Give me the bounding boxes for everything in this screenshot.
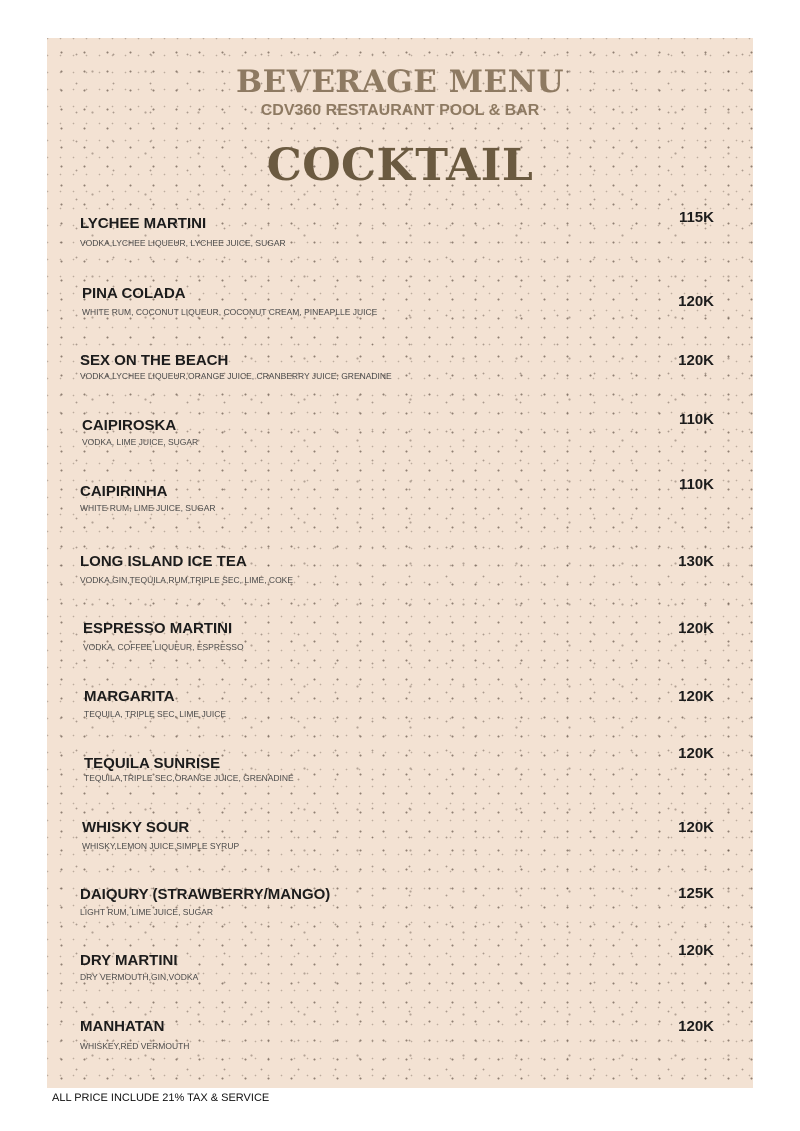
restaurant-name: CDV360 RESTAURANT POOL & BAR xyxy=(260,102,540,119)
item-price: 120K xyxy=(678,819,714,836)
section-title: COCKTAIL xyxy=(266,140,534,191)
item-description: WHITE RUM, LIME JUICE, SUGAR xyxy=(80,503,216,513)
item-name: CAIPIRINHA xyxy=(80,483,168,500)
item-price: 120K xyxy=(678,620,714,637)
item-description: VODKA,LYCHEE LIQUEUR,ORANGE JUICE, CRANBERRY JUICE, GRENADINE xyxy=(80,371,392,381)
item-description: LIGHT RUM, LIME JUICE, SUGAR xyxy=(80,907,214,917)
item-description: VODKA,LYCHEE LIQUEUR, LYCHEE JUICE, SUGAR xyxy=(80,238,286,248)
item-name: WHISKY SOUR xyxy=(82,819,190,836)
item-name: ESPRESSO MARTINI xyxy=(83,620,233,637)
item-name: DAIQURY (STRAWBERRY/MANGO) xyxy=(80,886,331,903)
item-price: 120K xyxy=(678,688,714,705)
item-name: MARGARITA xyxy=(84,688,175,705)
item-price: 130K xyxy=(678,553,714,570)
item-description: TEQUILA, TRIPLE SEC, LIME JUICE xyxy=(84,709,227,719)
item-description: VODKA, LIME JUICE, SUGAR xyxy=(82,437,199,447)
item-price: 120K xyxy=(678,1018,714,1035)
item-price: 120K xyxy=(678,942,714,959)
item-name: SEX ON THE BEACH xyxy=(80,352,229,369)
item-name: MANHATAN xyxy=(80,1018,165,1035)
item-price: 120K xyxy=(678,352,714,369)
item-description: TEQUILA,TRIPLE SEC,ORANGE JUICE, GRENADINE xyxy=(84,773,294,783)
item-description: WHISKEY,RED VERMOUTH xyxy=(80,1041,190,1051)
item-name: PINA COLADA xyxy=(82,285,186,302)
item-description: WHITE RUM, COCONUT LIQUEUR, COCONUT CREAM, PINEAPLLE JUICE xyxy=(82,307,378,317)
item-price: 110K xyxy=(678,476,714,493)
item-description: DRY VERMOUTH,GIN,VODKA xyxy=(80,972,199,982)
item-description: WHISKY,LEMON JUICE,SIMPLE SYRUP xyxy=(82,841,240,851)
item-price: 120K xyxy=(678,745,714,762)
item-name: LYCHEE MARTINI xyxy=(80,215,207,232)
item-price: 110K xyxy=(678,411,714,428)
item-description: VODKA, COFFEE LIQUEUR, ESPRESSO xyxy=(83,642,244,652)
item-price: 125K xyxy=(678,885,714,902)
item-price: 120K xyxy=(678,293,714,310)
item-description: VODKA,GIN,TEQUILA,RUM,TRIPLE SEC, LIME, COKE xyxy=(80,575,294,585)
footer-note: ALL PRICE INCLUDE 21% TAX & SERVICE xyxy=(52,1092,270,1104)
item-name: CAIPIROSKA xyxy=(82,417,177,434)
item-price: 115K xyxy=(678,209,714,226)
item-name: DRY MARTINI xyxy=(80,952,178,969)
item-name: LONG ISLAND ICE TEA xyxy=(80,553,247,570)
menu-title: BEVERAGE MENU xyxy=(235,64,565,100)
item-name: TEQUILA SUNRISE xyxy=(84,755,221,772)
